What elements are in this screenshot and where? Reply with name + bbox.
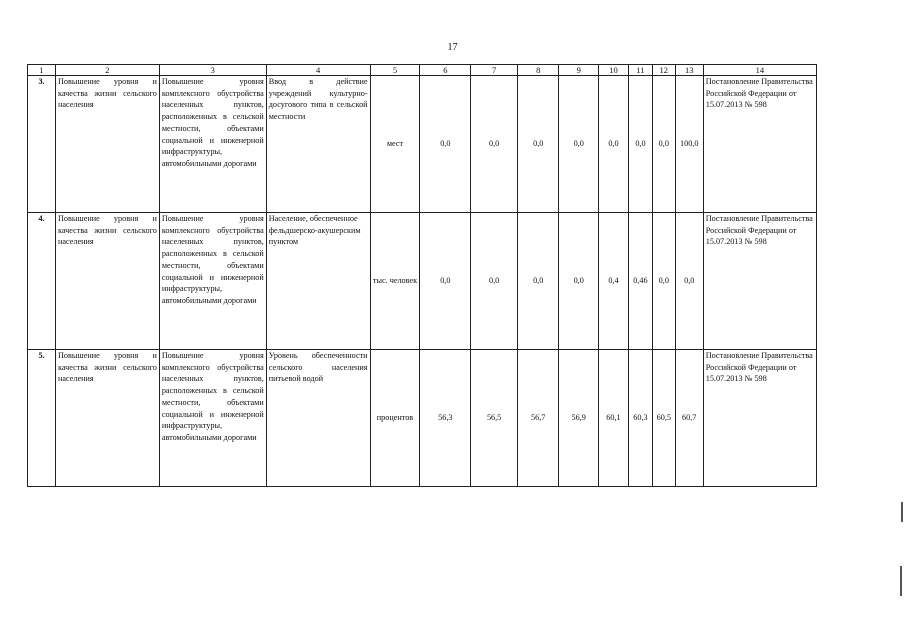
header-cell: 6 <box>420 65 471 76</box>
source-cell: Постановление Правительства Российской Федерации от 15.07.2013 № 598 <box>703 350 816 487</box>
value-cell: 60,3 <box>629 350 653 487</box>
value-cell: 0,4 <box>598 213 628 350</box>
table-row <box>28 213 817 350</box>
header-cell: 5 <box>370 65 420 76</box>
header-cell: 2 <box>56 65 160 76</box>
indicators-table <box>27 64 817 487</box>
row-number: 4. <box>28 213 56 350</box>
value-cell: 100,0 <box>675 76 703 213</box>
goal-cell: Повышение уровня и качества жизни сельского населения <box>56 213 160 350</box>
value-cell: 0,0 <box>471 76 518 213</box>
value-cell: 56,3 <box>420 350 471 487</box>
unit-cell: мест <box>370 76 420 213</box>
indicator-cell: Уровень обеспеченности сельского населения питьевой водой <box>266 350 370 487</box>
value-cell: 0,0 <box>559 76 598 213</box>
task-cell: Повышение уровня комплексного обустройства населенных пунктов, расположенных в сельской местности, объектами социальной и инженерной инфраструктуры, автомобильными дорогами <box>159 76 266 213</box>
task-cell: Повышение уровня комплексного обустройства населенных пунктов, расположенных в сельской местности, объектами социальной и инженерной инфраструктуры, автомобильными дорогами <box>159 213 266 350</box>
value-cell: 56,9 <box>559 350 598 487</box>
unit-cell: процентов <box>370 350 420 487</box>
value-cell: 0,0 <box>629 76 653 213</box>
value-cell: 0,0 <box>559 213 598 350</box>
value-cell: 0,0 <box>598 76 628 213</box>
value-cell: 0,0 <box>517 213 559 350</box>
scan-edge-mark <box>901 502 903 522</box>
header-cell: 12 <box>652 65 675 76</box>
table-row <box>28 76 817 213</box>
indicator-cell: Население, обеспеченное фельдшерско-акушерским пунктом <box>266 213 370 350</box>
value-cell: 56,5 <box>471 350 518 487</box>
header-cell: 3 <box>159 65 266 76</box>
header-cell: 9 <box>559 65 598 76</box>
value-cell: 0,0 <box>652 76 675 213</box>
source-cell: Постановление Правительства Российской Федерации от 15.07.2013 № 598 <box>703 213 816 350</box>
value-cell: 0,0 <box>517 76 559 213</box>
source-cell: Постановление Правительства Российской Федерации от 15.07.2013 № 598 <box>703 76 816 213</box>
column-number-row <box>28 65 817 76</box>
table-row <box>28 350 817 487</box>
header-cell: 13 <box>675 65 703 76</box>
value-cell: 0,0 <box>420 76 471 213</box>
value-cell: 0,0 <box>675 213 703 350</box>
value-cell: 0,0 <box>652 213 675 350</box>
value-cell: 60,5 <box>652 350 675 487</box>
page-number: 17 <box>447 42 458 53</box>
goal-cell: Повышение уровня и качества жизни сельского населения <box>56 76 160 213</box>
value-cell: 0,46 <box>629 213 653 350</box>
value-cell: 60,1 <box>598 350 628 487</box>
row-number: 3. <box>28 76 56 213</box>
row-number: 5. <box>28 350 56 487</box>
goal-cell: Повышение уровня и качества жизни сельского населения <box>56 350 160 487</box>
header-cell: 10 <box>598 65 628 76</box>
value-cell: 60,7 <box>675 350 703 487</box>
value-cell: 0,0 <box>420 213 471 350</box>
header-cell: 4 <box>266 65 370 76</box>
header-cell: 1 <box>28 65 56 76</box>
value-cell: 0,0 <box>471 213 518 350</box>
task-cell: Повышение уровня комплексного обустройства населенных пунктов, расположенных в сельской местности, объектами социальной и инженерной инфраструктуры, автомобильными дорогами <box>159 350 266 487</box>
header-cell: 8 <box>517 65 559 76</box>
header-cell: 7 <box>471 65 518 76</box>
header-cell: 14 <box>703 65 816 76</box>
indicator-cell: Ввод в действие учреждений культурно-досугового типа в сельской местности <box>266 76 370 213</box>
unit-cell: тыс. человек <box>370 213 420 350</box>
value-cell: 56,7 <box>517 350 559 487</box>
scan-edge-mark <box>900 566 902 596</box>
header-cell: 11 <box>629 65 653 76</box>
